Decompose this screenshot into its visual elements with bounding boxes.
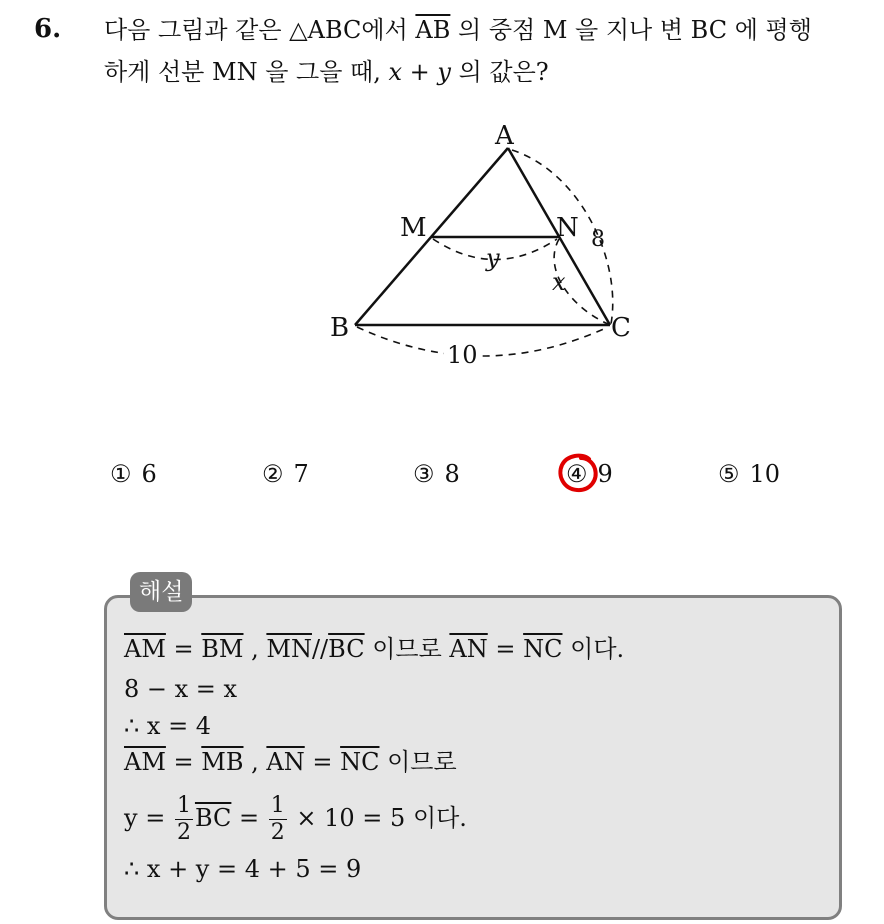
segment: $\overline{BC}$: [194, 804, 232, 832]
label-nc-length: x: [552, 268, 566, 296]
segment: $\overline{MN}$: [266, 635, 312, 663]
choice-2[interactable]: [262, 458, 309, 490]
segment: $\overline{AN}$: [449, 635, 488, 663]
choice-3[interactable]: [413, 458, 460, 490]
triangle-figure: [310, 110, 650, 380]
segment: $\overline{MB}$: [201, 748, 244, 776]
text: 이다.: [562, 635, 625, 663]
choice-5[interactable]: [718, 458, 780, 490]
solution-line-3: ∴ x = 4: [124, 712, 212, 740]
solution-line-6: ∴ x + y = 4 + 5 = 9: [124, 855, 362, 883]
choice-number: ①: [110, 460, 132, 488]
arc-bc: [357, 327, 608, 356]
label-bc-length: 10: [447, 341, 478, 369]
question-line-1: [104, 12, 874, 48]
segment: $\overline{NC}$: [340, 748, 380, 776]
label-m: M: [400, 213, 427, 243]
operator: =: [304, 748, 341, 776]
question-text: 의 값은?: [458, 58, 549, 86]
solution-line-1: [124, 634, 624, 664]
segment-ab: $\overline{AB}$: [415, 16, 451, 44]
operator: =: [165, 635, 202, 663]
label-c: C: [611, 313, 631, 343]
fraction: [269, 795, 287, 844]
choice-value: 8: [444, 460, 460, 488]
solution-tab: 해설: [130, 572, 192, 612]
choice-value: 9: [597, 460, 613, 488]
question-text: 다음 그림과 같은 △ABC에서: [104, 16, 408, 44]
choice-value: 10: [749, 460, 781, 488]
question-number: 6.: [34, 14, 62, 44]
solution-line-2: 8 − x = x: [124, 675, 238, 703]
solution-line-5: [124, 790, 467, 846]
denominator: 2: [270, 820, 285, 845]
math: × 10 = 5 이다.: [288, 804, 467, 832]
choice-number: ⑤: [718, 460, 740, 488]
label-n: N: [556, 213, 579, 243]
text: 이므로: [364, 635, 450, 663]
fraction: [175, 795, 193, 844]
answer-circle-mark: [556, 450, 600, 494]
label-b: B: [330, 313, 350, 343]
choice-value: 6: [141, 460, 157, 488]
segment: $\overline{AN}$: [266, 748, 305, 776]
numerator: 1: [270, 793, 285, 818]
label-a: A: [495, 121, 514, 151]
segment: $\overline{BM}$: [201, 635, 244, 663]
choice-value: 7: [293, 460, 309, 488]
question-line-2: [104, 54, 874, 90]
operator: ,: [243, 635, 267, 663]
operator: //: [311, 635, 329, 663]
solution-line-4: [124, 747, 457, 777]
choice-1[interactable]: [110, 458, 157, 490]
denominator: 2: [176, 820, 191, 845]
question-text: 하게 선분 MN 을 그을 때,: [104, 58, 381, 86]
operator: =: [165, 748, 202, 776]
text: 이므로: [379, 748, 457, 776]
segment: $\overline{AM}$: [124, 748, 166, 776]
label-ac-length: 8: [591, 227, 605, 252]
segment: $\overline{BC}$: [328, 635, 365, 663]
operator: ,: [243, 748, 267, 776]
choice-number: ③: [413, 460, 435, 488]
question-math: x + y: [388, 58, 451, 86]
segment: $\overline{AM}$: [124, 635, 166, 663]
choice-number: ④: [566, 460, 588, 488]
math: y =: [124, 804, 173, 832]
numerator: 1: [176, 793, 191, 818]
label-mn-length: y: [486, 244, 500, 272]
segment: $\overline{NC}$: [523, 635, 563, 663]
question-text: 의 중점 M 을 지나 변 BC 에 평행: [458, 16, 812, 44]
operator: =: [231, 804, 267, 832]
operator: =: [487, 635, 524, 663]
choice-number: ②: [262, 460, 284, 488]
